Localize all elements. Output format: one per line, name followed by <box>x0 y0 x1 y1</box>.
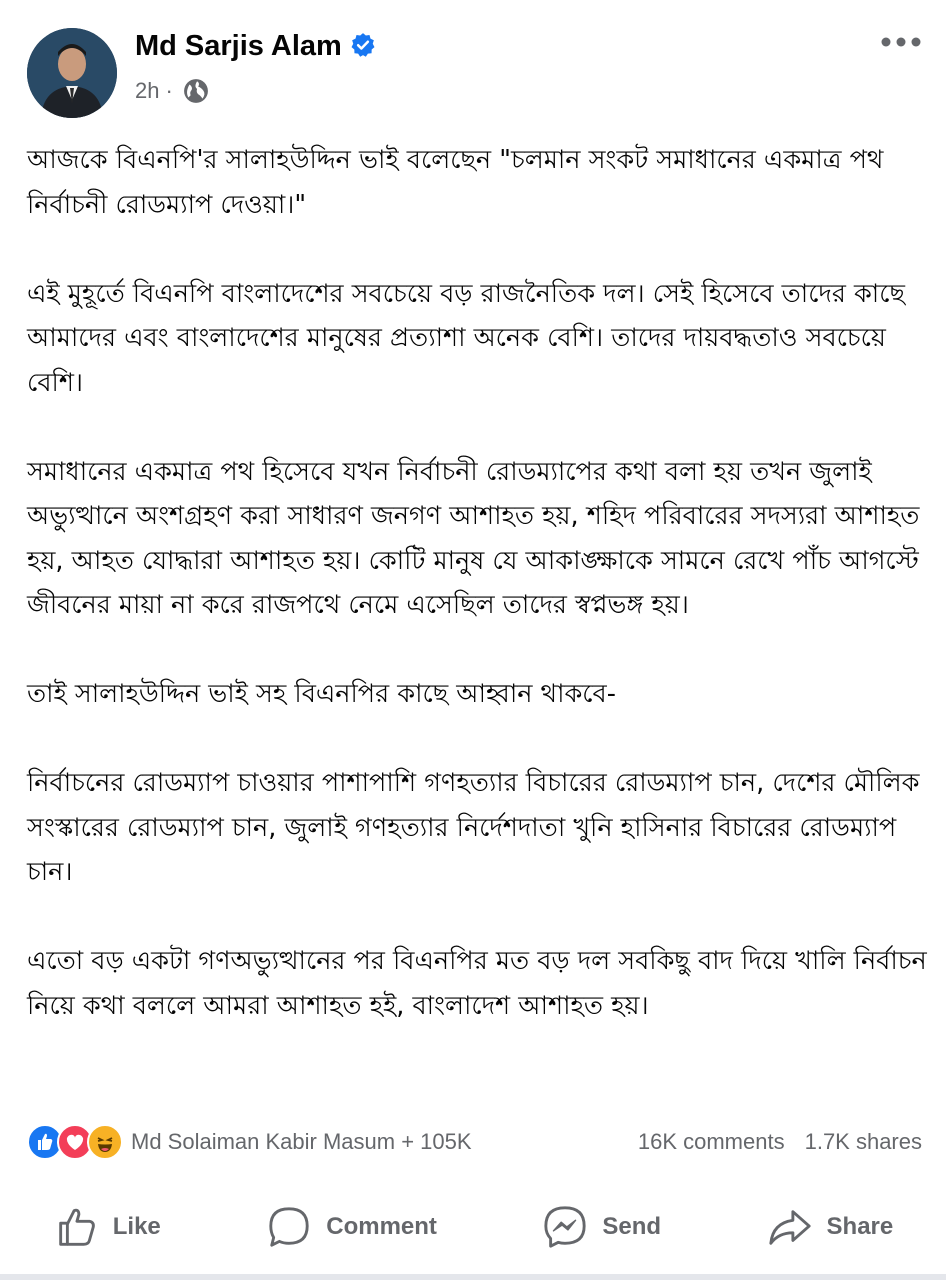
comment-button[interactable] <box>256 1200 447 1254</box>
share-arrow-icon <box>767 1204 813 1250</box>
shares-count[interactable]: 1.7K shares <box>804 1129 922 1154</box>
post-paragraph: তাই সালাহউদ্দিন ভাই সহ বিএনপির কাছে আহ্বান থাকবে- <box>27 679 616 709</box>
post-paragraph: আজকে বিএনপি'র সালাহউদ্দিন ভাই বলেছেন "চলমান সংকট সমাধানের একমাত্র পথ নির্বাচনী রোডম্যাপ দেওয়া।" <box>27 145 884 220</box>
bottom-divider <box>0 1274 946 1280</box>
engagement-stats <box>638 1129 922 1155</box>
post-paragraph: নির্বাচনের রোডম্যাপ চাওয়ার পাশাপাশি গণহত্যার বিচারের রোডম্যাপ চান, দেশের মৌলিক সংস্কারের রোডম্যাপ চান, জুলাই গণহত্যার নির্দেশদাতা খুনি হাসিনার বিচারের রোডম্যাপ চান। <box>27 768 920 887</box>
messenger-icon <box>542 1204 588 1250</box>
post-paragraph: এতো বড় একটা গণঅভ্যুত্থানের পর বিএনপির মত বড় দল সবকিছু বাদ দিয়ে খালি নির্বাচন নিয়ে কথা বললে আমরা আশাহত হই, বাংলাদেশ আশাহত হয়। <box>27 946 927 1021</box>
share-button[interactable] <box>757 1200 904 1254</box>
thumbs-up-icon <box>53 1204 99 1250</box>
haha-icon <box>87 1124 123 1160</box>
post-meta <box>135 78 209 104</box>
post-text <box>27 138 927 1073</box>
reaction-names[interactable]: Md Solaiman Kabir Masum + 105K <box>131 1129 472 1154</box>
comment-label: Comment <box>326 1213 437 1240</box>
share-label: Share <box>826 1213 894 1240</box>
send-label: Send <box>602 1213 662 1240</box>
comment-bubble-icon <box>266 1204 312 1250</box>
author-name[interactable] <box>135 30 376 63</box>
post-time[interactable]: 2h <box>135 78 160 103</box>
comments-count[interactable]: 16K comments <box>637 1129 785 1154</box>
avatar[interactable] <box>27 28 117 118</box>
post-header <box>0 0 946 130</box>
post-paragraph: সমাধানের একমাত্র পথ হিসেবে যখন নির্বাচনী রোডম্যাপের কথা বলা হয় তখন জুলাই অভ্যুত্থানে অংশগ্রহণ করা সাধারণ জনগণ আশাহত হয়, শহিদ পরিবারের সদস্যরা আশাহত হয়, আহত যোদ্ধারা আশাহত হয়। কোটি মানুষ যে আকাঙ্ক্ষাকে সামনে রেখে পাঁচ আগস্টে জীবনের মায়া না করে রাজপথে নেমে এসেছিল তাদের স্বপ্নভঙ্গ হয়। <box>27 456 920 620</box>
meta-separator: · <box>165 78 173 103</box>
action-bar <box>0 1190 946 1264</box>
like-label: Like <box>112 1213 161 1240</box>
verified-badge-icon <box>350 32 376 58</box>
more-options-icon[interactable] <box>880 32 922 52</box>
reactions-bar <box>27 1122 922 1162</box>
like-button[interactable] <box>43 1200 171 1254</box>
reaction-icons[interactable] <box>27 1124 123 1160</box>
post-paragraph: এই মুহূর্তে বিএনপি বাংলাদেশের সবচেয়ে বড় রাজনৈতিক দল। সেই হিসেবে তাদের কাছে আমাদের এবং বাংলাদেশের মানুষের প্রত্যাশা অনেক বেশি। তাদের দায়বদ্ধতাও সবচেয়ে বেশি। <box>27 278 905 398</box>
profile-photo-icon <box>27 28 117 118</box>
globe-icon[interactable] <box>183 78 209 104</box>
send-button[interactable] <box>532 1200 671 1254</box>
author-name-text[interactable]: Md Sarjis Alam <box>135 30 342 62</box>
